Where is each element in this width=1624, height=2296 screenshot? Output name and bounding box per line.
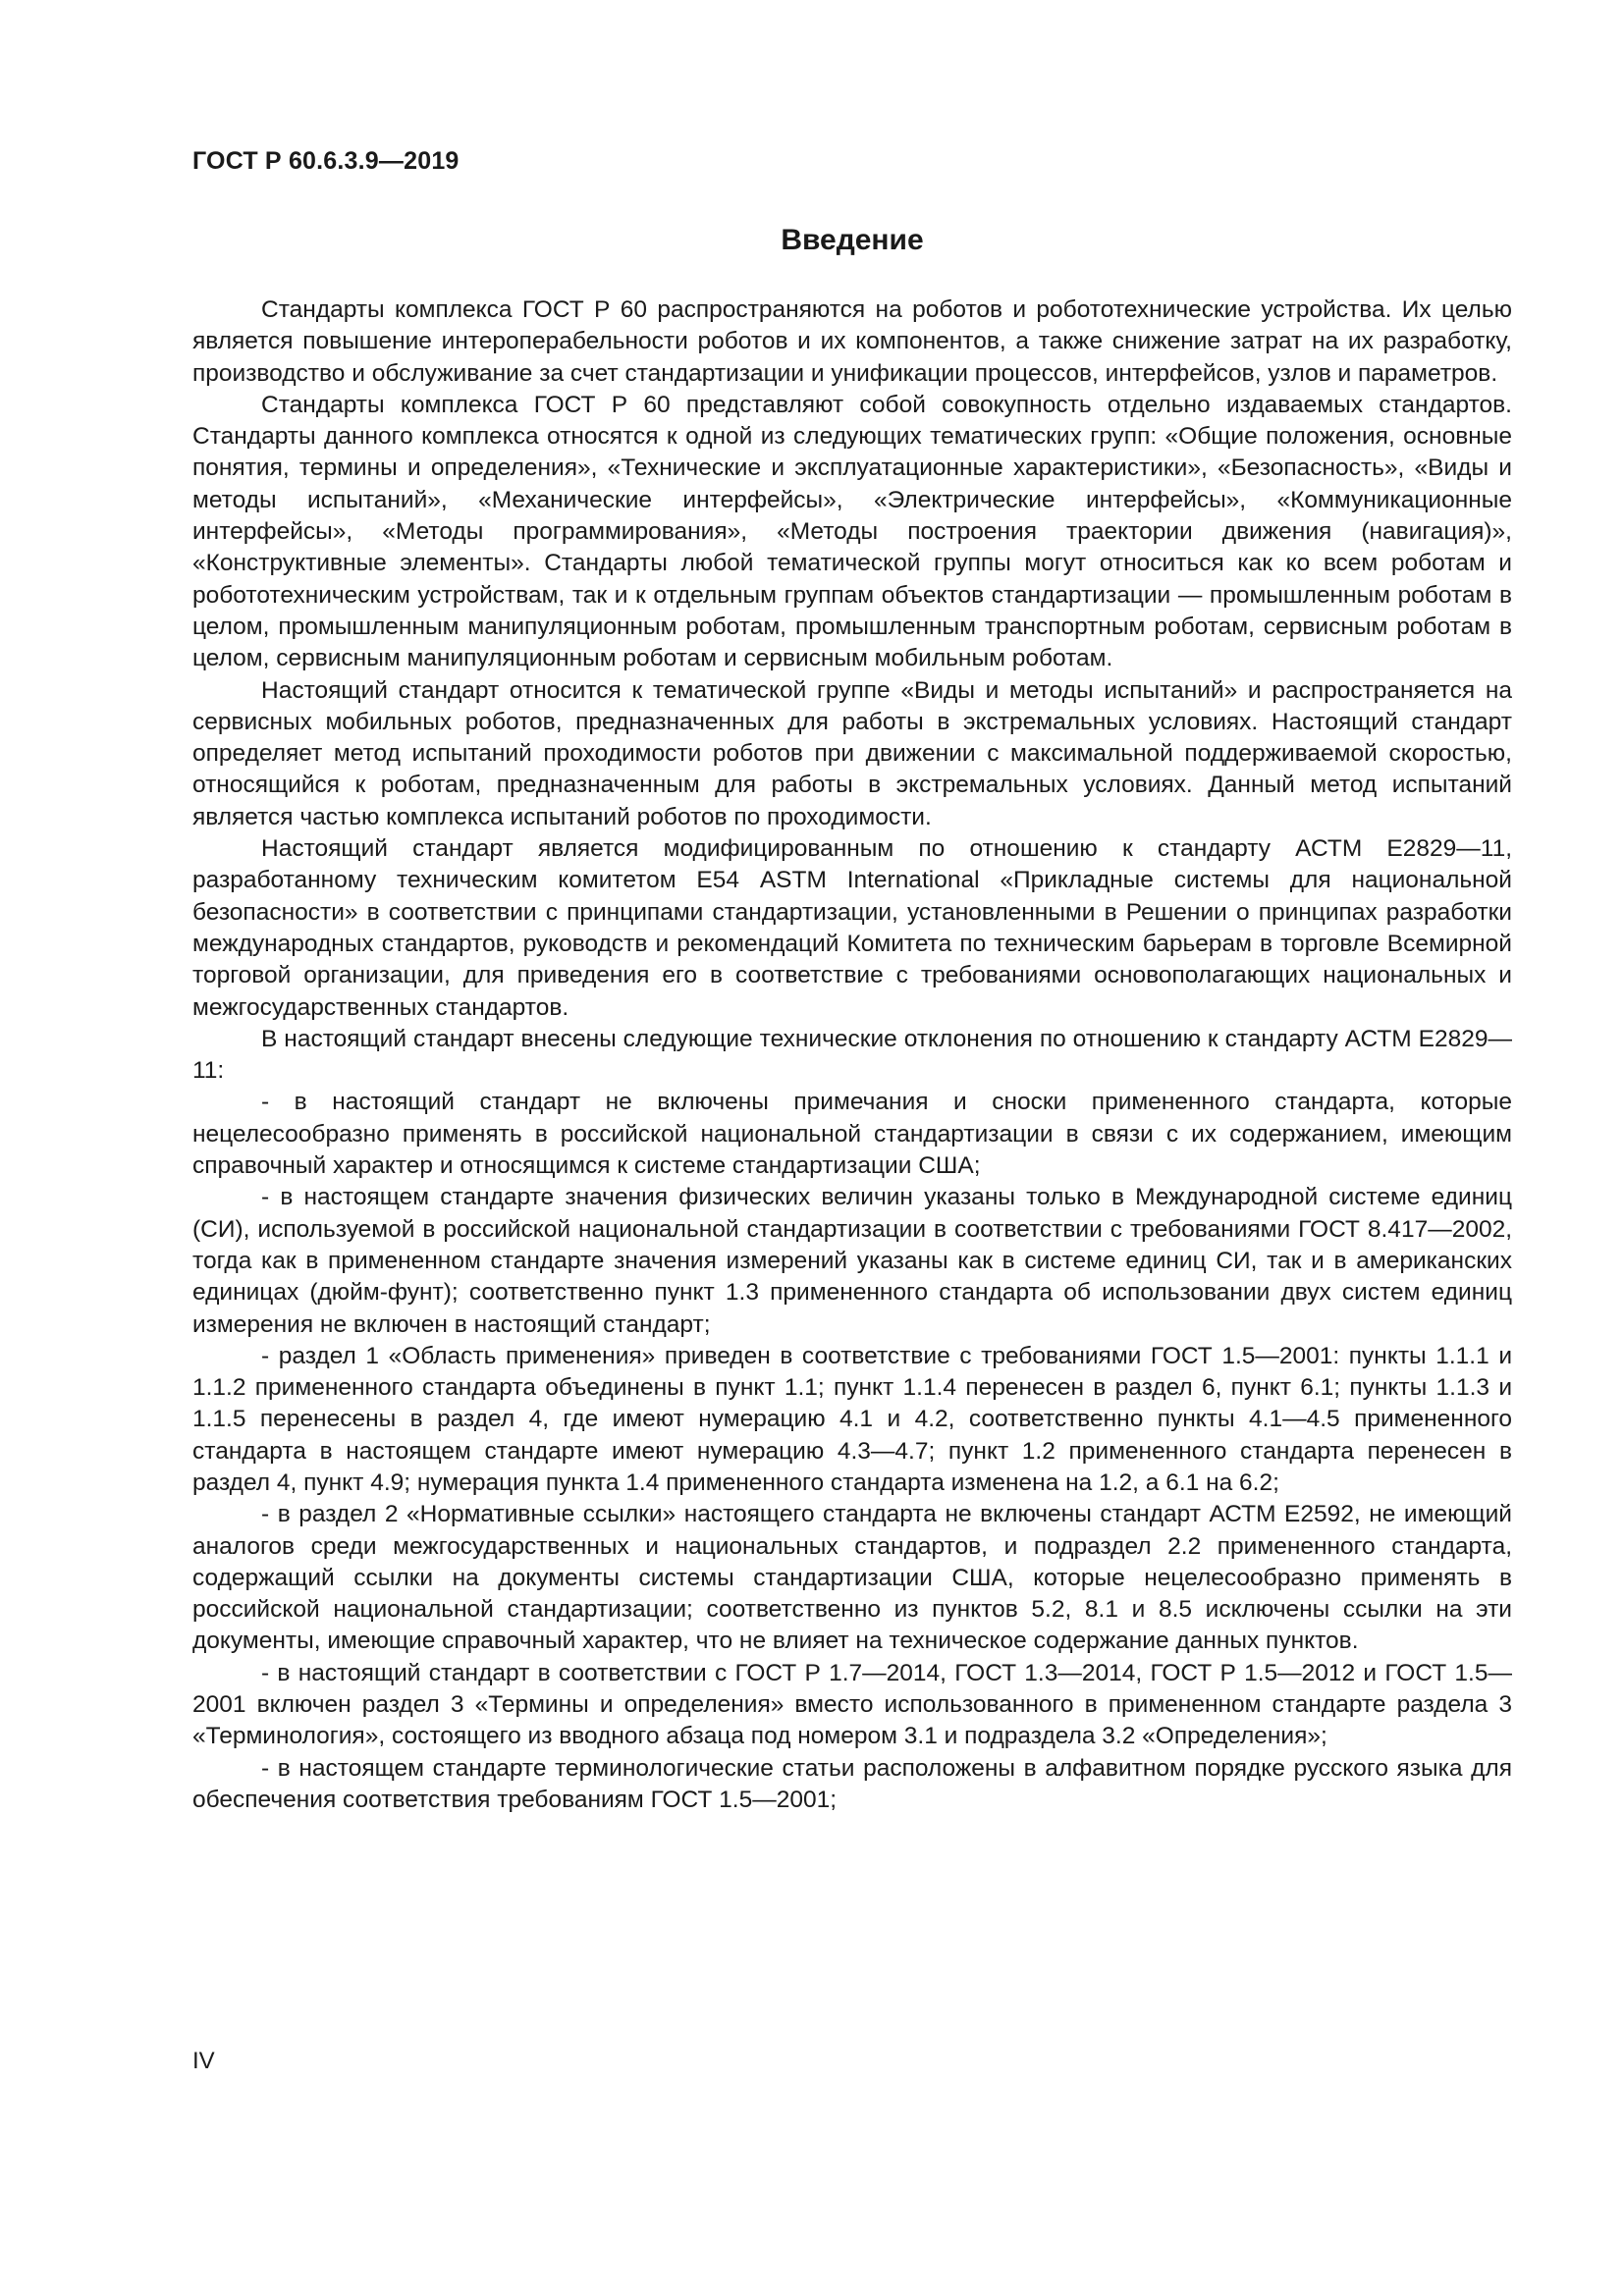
list-item-1: - в настоящий стандарт не включены примечания и сноски примененного стандарта, которые нецелесообразно применять в российской национальной стандартизации в связи с их содержанием, имеющим справочный характер и относящимся к системе стандартизации США; — [192, 1089, 1512, 1180]
paragraph-3: Настоящий стандарт относится к тематической группе «Виды и методы испытаний» и распространяется на сервисных мобильных роботов, предназначенных для работы в экстремальных условиях. Настоящий стандарт определяет метод испытаний проходимости роботов при движении с максимальной поддерживаемой скоростью, относящийся к роботам, предназначенным для работы в экстремальных условиях. Данный метод испытаний является частью комплекса испытаний роботов по проходимости. — [192, 676, 1512, 830]
body-text — [192, 294, 1512, 1816]
page-number: IV — [192, 2048, 215, 2074]
list-item-4: - в раздел 2 «Нормативные ссылки» настоящего стандарта не включены стандарт АСТМ Е2592, не имеющий аналогов среди межгосударственных и национальных стандартов, и подраздел 2.2 примененного стандарта, содержащий ссылки на документы системы стандартизации США, которые нецелесообразно применять в российской национальной стандартизации; соответственно из пунктов 5.2, 8.1 и 8.5 исключены ссылки на эти документы, имеющие справочный характер, что не влияет на техническое содержание данных пунктов. — [192, 1501, 1512, 1655]
list-item-6: - в настоящем стандарте терминологические статьи расположены в алфавитном порядке русского языка для обеспечения соответствия требованиям ГОСТ 1.5—2001; — [192, 1754, 1512, 1813]
paragraph-1: Стандарты комплекса ГОСТ Р 60 распространяются на роботов и робототехнические устройства. Их целью является повышение интероперабельности роботов и их компонентов, а также снижение затрат на их разработку, производство и обслуживание за счет стандартизации и унификации процессов, интерфейсов, узлов и параметров. — [192, 296, 1512, 387]
paragraph-5: В настоящий стандарт внесены следующие технические отклонения по отношению к стандарту АСТМ Е2829—11: — [192, 1025, 1512, 1085]
list-item-5: - в настоящий стандарт в соответствии с ГОСТ Р 1.7—2014, ГОСТ 1.3—2014, ГОСТ Р 1.5—2012 и ГОСТ 1.5—2001 включен раздел 3 «Термины и определения» вместо использованного в примененном стандарте раздела 3 «Терминология», состоящего из вводного абзаца под номером 3.1 и подраздела 3.2 «Определения»; — [192, 1659, 1512, 1750]
list-item-2: - в настоящем стандарте значения физических величин указаны только в Международной системе единиц (СИ), используемой в российской национальной стандартизации в соответствии с требованиями ГОСТ 8.417—2002, тогда как в примененном стандарте значения измерений указаны как в системе единиц СИ, так и в американских единицах (дюйм-фунт); соответственно пункт 1.3 примененного стандарта об использовании двух систем единиц измерения не включен в настоящий стандарт; — [192, 1184, 1512, 1338]
document-code-header: ГОСТ Р 60.6.3.9—2019 — [192, 147, 460, 175]
paragraph-4: Настоящий стандарт является модифицированным по отношению к стандарту АСТМ Е2829—11, разработанному техническим комитетом Е54 ASTM International «Прикладные системы для национальной безопасности» в соответствии с принципами стандартизации, установленными в Решении о принципах разработки международных стандартов, руководств и рекомендаций Комитета по техническим барьерам в торговле Всемирной торговой организации, для приведения его в соответствие с требованиями основополагающих национальных и межгосударственных стандартов. — [192, 835, 1512, 1021]
list-item-3: - раздел 1 «Область применения» приведен в соответствие с требованиями ГОСТ 1.5—2001: пункты 1.1.1 и 1.1.2 примененного стандарта объединены в пункт 1.1; пункт 1.1.4 перенесен в раздел 6, пункт 6.1; пункты 1.1.3 и 1.1.5 перенесены в раздел 4, где имеют нумерацию 4.1 и 4.2, соответственно пункты 4.1—4.5 примененного стандарта в настоящем стандарте имеют нумерацию 4.3—4.7; пункт 1.2 примененного стандарта перенесен в раздел 4, пункт 4.9; нумерация пункта 1.4 примененного стандарта изменена на 1.2, а 6.1 на 6.2; — [192, 1342, 1512, 1496]
paragraph-2: Стандарты комплекса ГОСТ Р 60 представляют собой совокупность отдельно издаваемых стандартов. Стандарты данного комплекса относятся к одной из следующих тематических групп: «Общие положения, основные понятия, термины и определения», «Технические и эксплуатационные характеристики», «Безопасность», «Виды и методы испытаний», «Механические интерфейсы», «Электрические интерфейсы», «Коммуникационные интерфейсы», «Методы программирования», «Методы построения траектории движения (навигация)», «Конструктивные элементы». Стандарты любой тематической группы могут относиться как ко всем роботам и робототехническим устройствам, так и к отдельным группам объектов стандартизации — промышленным роботам в целом, промышленным манипуляционным роботам, промышленным транспортным роботам, сервисным роботам в целом, сервисным манипуляционным роботам и сервисным мобильным роботам. — [192, 391, 1512, 672]
section-title: Введение — [781, 224, 924, 256]
